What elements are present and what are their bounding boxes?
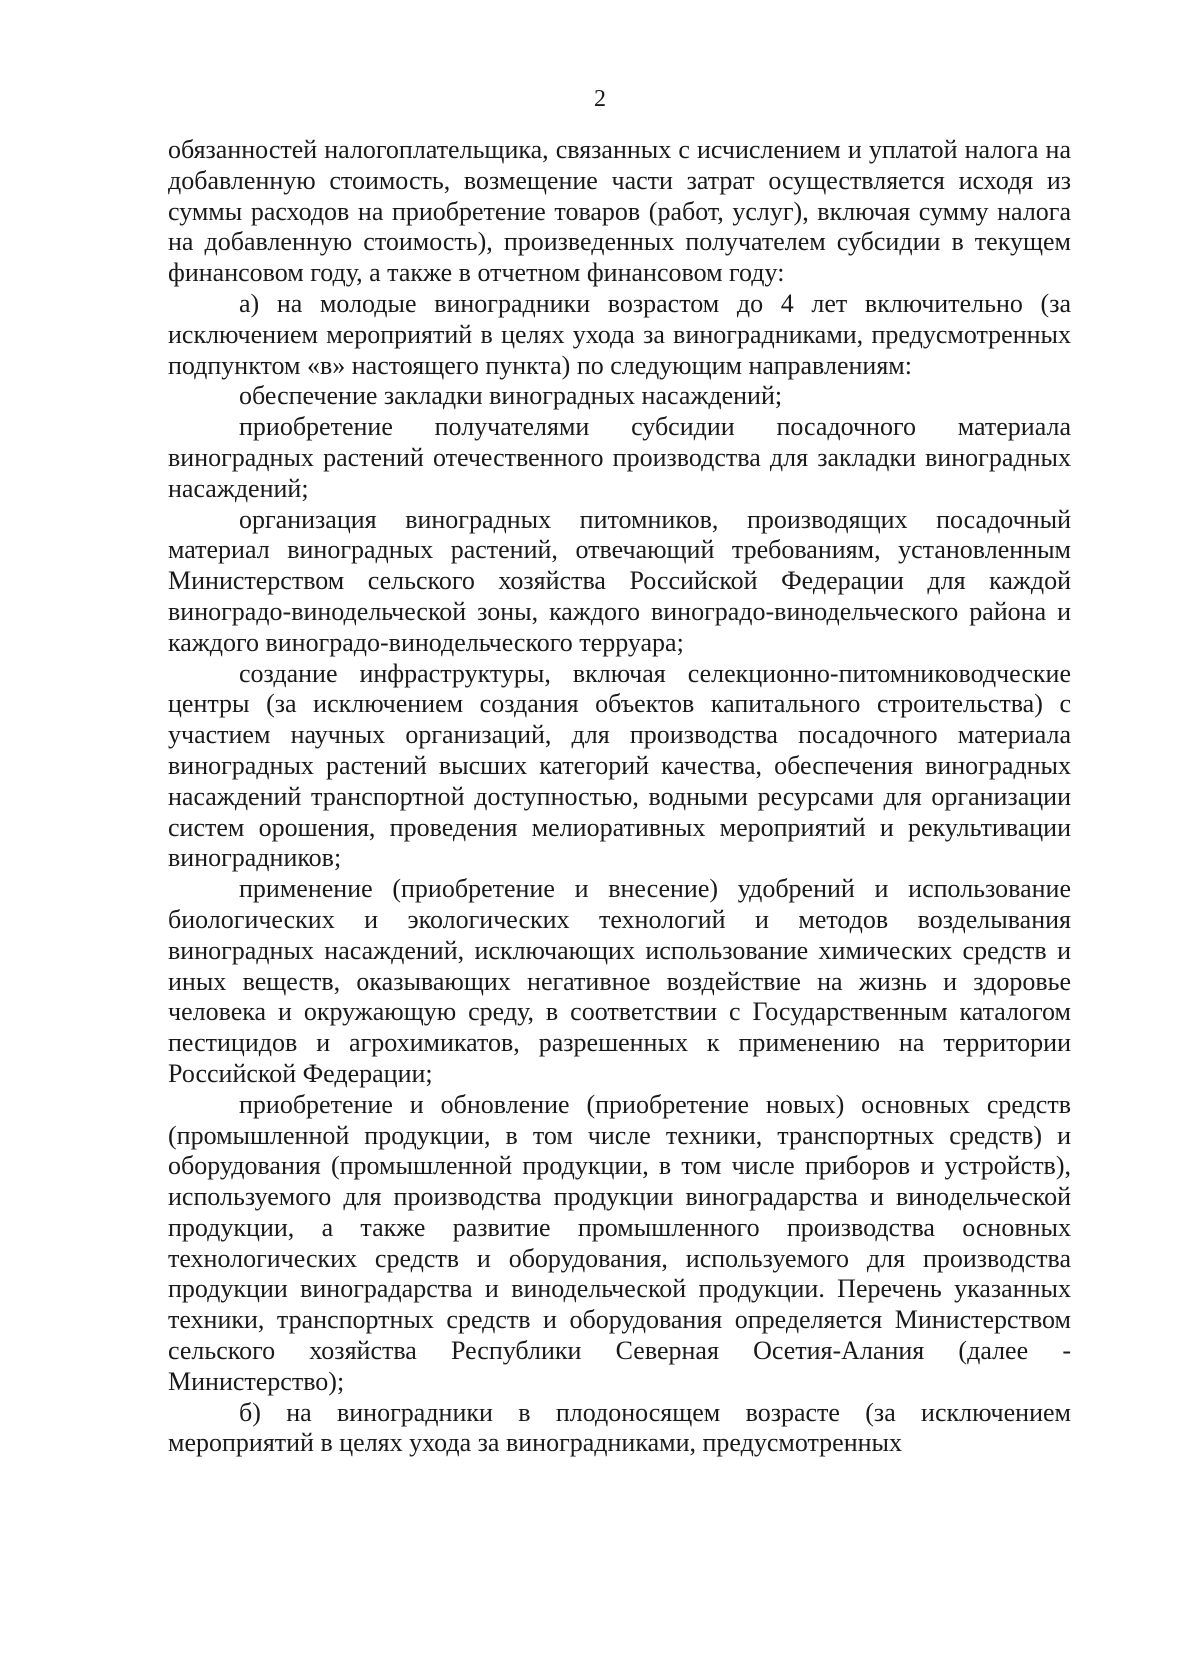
- document-body: [168, 135, 1071, 1459]
- paragraph-infrastructure: создание инфраструктуры, включая селекционно-питомниководческие центры (за исключением создания объектов капитального строительства) с участием научных организаций, для производства посадочного материала виноградных растений высших категорий качества, обеспечения виноградных насаждений транспортной доступностью, водными ресурсами для организации систем орошения, проведения мелиоративных мероприятий и рекультивации виноградников;: [168, 658, 1071, 873]
- paragraph-planting-provision: обеспечение закладки виноградных насаждений;: [239, 381, 783, 411]
- paragraph-nurseries: организация виноградных питомников, производящих посадочный материал виноградных растений, отвечающий требованиям, установленным Министерством сельского хозяйства Российской Федерации для каждой виноградо-винодельческой зоны, каждого виноградо-винодельческого района и каждого виноградо-винодельческого терруара;: [168, 504, 1071, 657]
- paragraph-item-b: б) на виноградники в плодоносящем возрасте (за исключением мероприятий в целях ухода за виноградниками, предусмотренных: [168, 1397, 1071, 1458]
- page-number: 2: [594, 86, 606, 112]
- paragraph-planting-material: приобретение получателями субсидии посадочного материала виноградных растений отечественного производства для закладки виноградных насаждений;: [168, 412, 1071, 503]
- paragraph-fertilizers: применение (приобретение и внесение) удобрений и использование биологических и экологических технологий и методов возделывания виноградных насаждений, исключающих использование химических средств и иных веществ, оказывающих негативное воздействие на жизнь и здоровье человека и окружающую среду, в соответствии с Государственным каталогом пестицидов и агрохимикатов, разрешенных к применению на территории Российской Федерации;: [168, 874, 1071, 1088]
- paragraph-item-a: а) на молодые виноградники возрастом до 4 лет включительно (за исключением мероприятий в целях ухода за виноградниками, предусмотренных подпунктом «в» настоящего пункта) по следующим направлениям:: [168, 288, 1071, 380]
- paragraph-continuation: обязанностей налогоплательщика, связанных с исчислением и уплатой налога на добавленную стоимость, возмещение части затрат осуществляется исходя из суммы расходов на приобретение товаров (работ, услуг), включая сумму налога на добавленную стоимость), произведенных получателем субсидии в текущем финансовом году, а также в отчетном финансовом году:: [168, 135, 1071, 288]
- paragraph-fixed-assets: приобретение и обновление (приобретение новых) основных средств (промышленной продукции, в том числе техники, транспортных средств) и оборудования (промышленной продукции, в том числе приборов и устройств), используемого для производства продукции виноградарства и винодельческой продукции, а также развитие промышленного производства основных технологических средств и оборудования, используемого для производства продукции виноградарства и винодельческой продукции. Перечень указанных техники, транспортных средств и оборудования определяется Министерством сельского хозяйства Республики Северная Осетия-Алания (далее - Министерство);: [168, 1089, 1071, 1396]
